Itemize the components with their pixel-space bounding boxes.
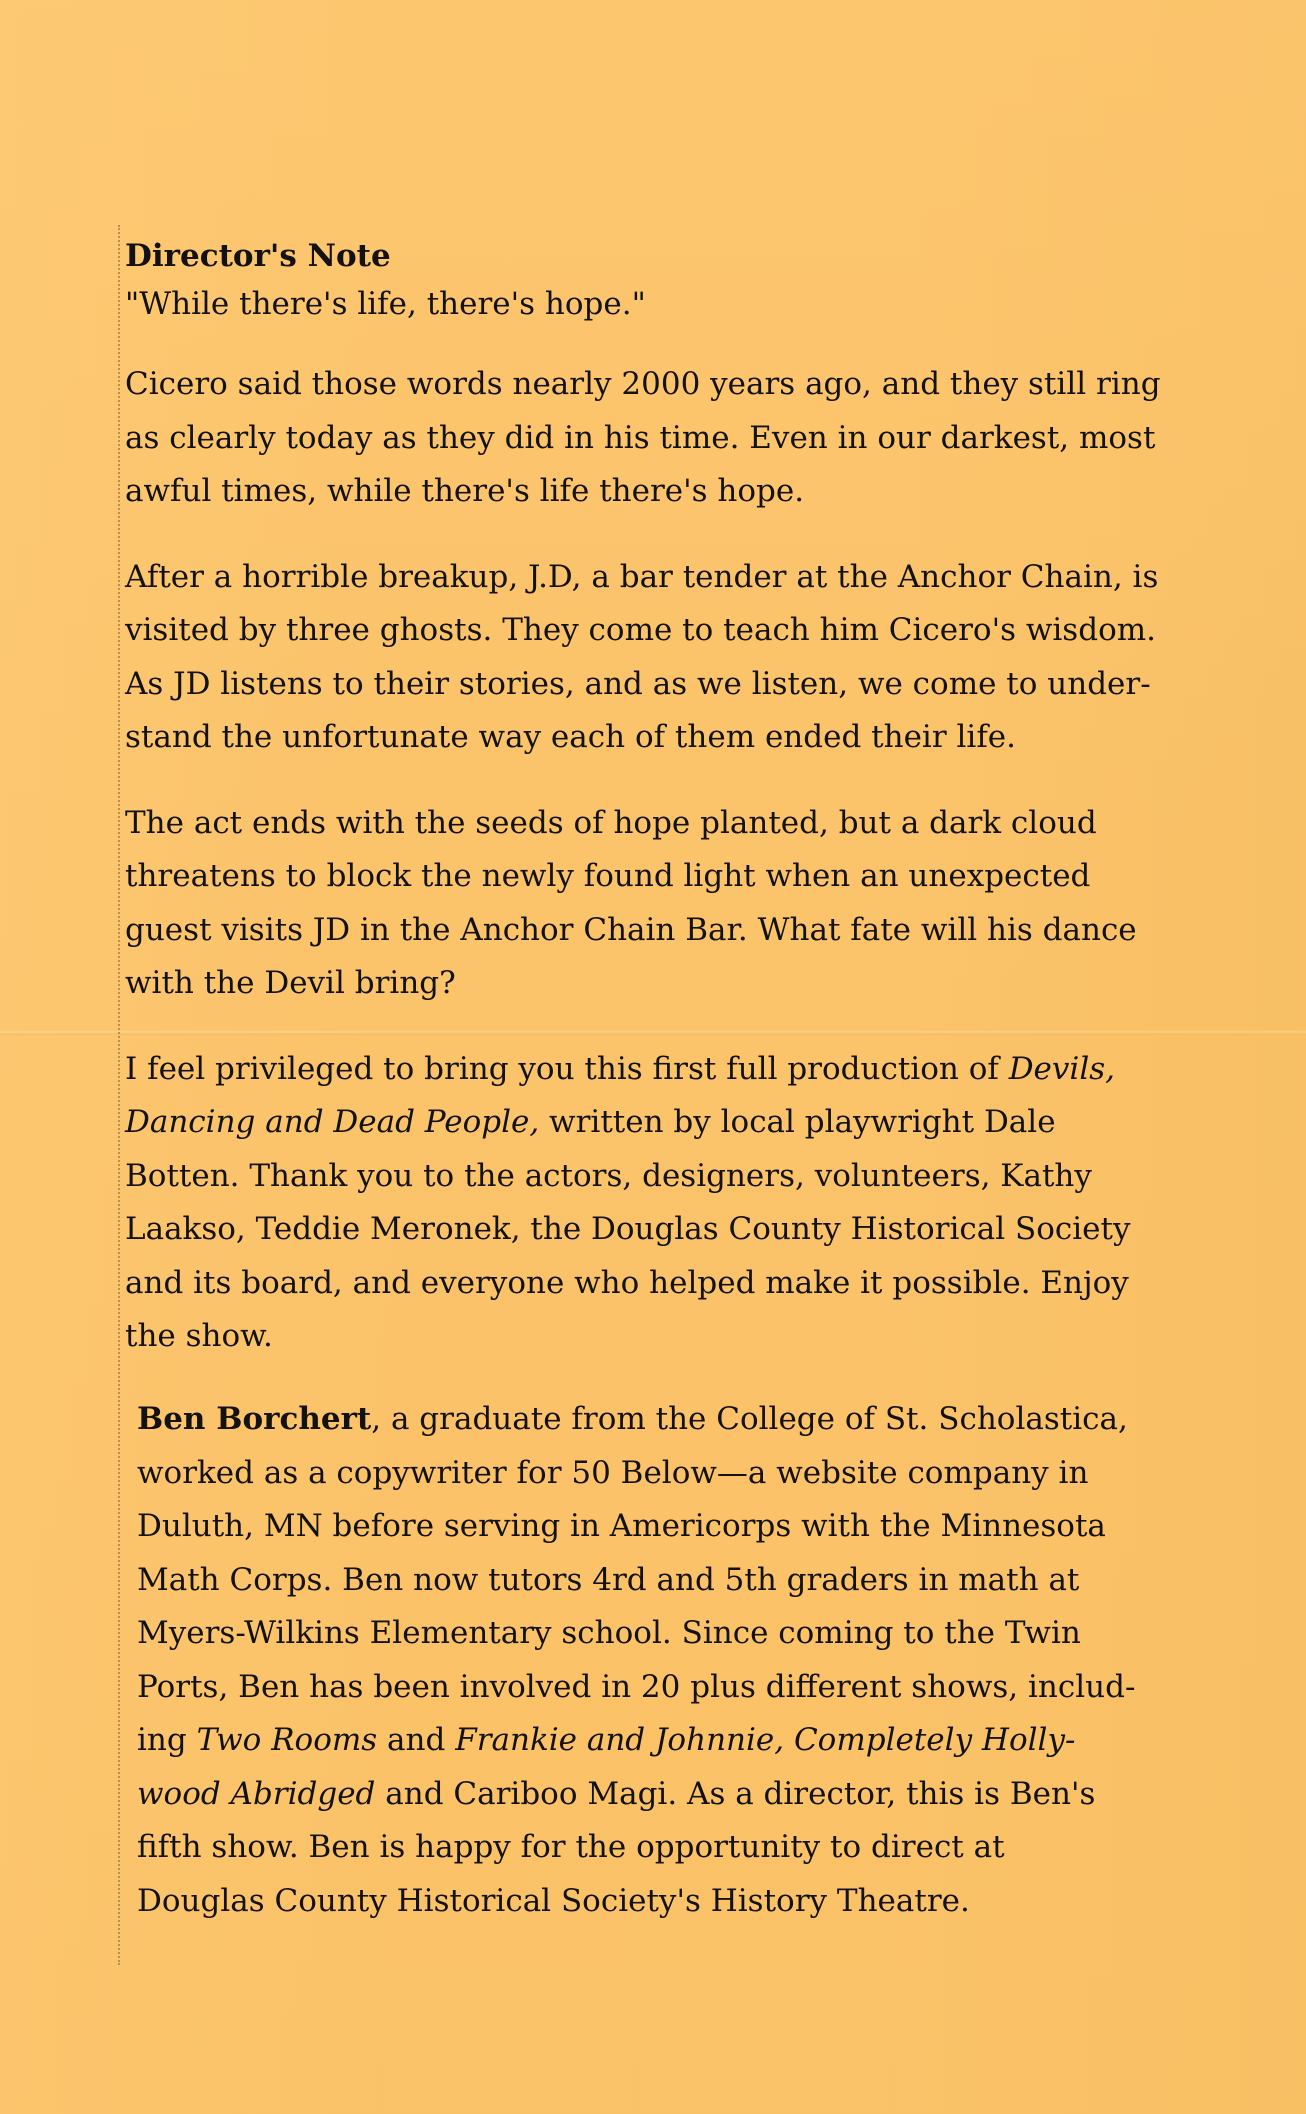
bio-text: and Cariboo Magi. As a director, this is Ben's fifth show. Ben is happy for the opportunity to direct at Douglas County Historical Society's History Theatre. — [137, 1775, 1096, 1919]
margin-dotted-line — [118, 225, 120, 1965]
directors-note-section — [125, 232, 1185, 1396]
show-title: Two Rooms — [196, 1722, 378, 1758]
bio-text: and — [377, 1722, 456, 1758]
section-title: Director's Note — [125, 238, 391, 274]
thanks-paragraph — [125, 1043, 1165, 1364]
thanks-text-body: written by local playwright Dale Botten. Thank you to the actors, designers, volunteers, Kathy Laakso, Teddie Meronek, the Douglas County Historical Society and its board, and everyone who helped make it possible. Enjoy the show. — [125, 1104, 1131, 1354]
show-title: Frankie and Johnnie, Completely Holly-wood Abridged — [137, 1722, 1076, 1812]
note-paragraph: After a horrible breakup, J.D, a bar tender at the Anchor Chain, is visited by three ghosts. They come to teach him Cicero's wisdom. As JD listens to their stories, and as we listen, we come to under-stand the unfortunate way each of them ended their life. — [125, 558, 1159, 755]
note-paragraph: Cicero said those words nearly 2000 years ago, and they still ring as clearly today as they did in his time. Even in our darkest, most awful times, while there's life there's hope. — [125, 366, 1161, 509]
thanks-text-intro: I feel privileged to bring you this first full production of — [125, 1050, 1009, 1087]
play-title: Devils, Dancing and Dead People, — [125, 1050, 1115, 1140]
bio-text: , a graduate from the College of St. Scholastica, worked as a copywriter for 50 Below—a website company in Duluth, MN before serving in Americorps with the Minnesota Math Corps. Ben now tutors 4rd and 5th graders in math at Myers-Wilkins Elementary school. Since coming to the Twin Ports, Ben has been involved in 20 plus different shows, includ-ing — [137, 1401, 1136, 1758]
note-paragraph: The act ends with the seeds of hope planted, but a dark cloud threatens to block the newly found light when an unexpected guest visits JD in the Anchor Chain Bar. What fate will his dance with the Devil bring? — [125, 804, 1137, 1001]
director-bio — [137, 1393, 1137, 1928]
bio-name: Ben Borchert — [137, 1401, 372, 1437]
opening-quote: "While there's life, there's hope." — [125, 286, 646, 322]
